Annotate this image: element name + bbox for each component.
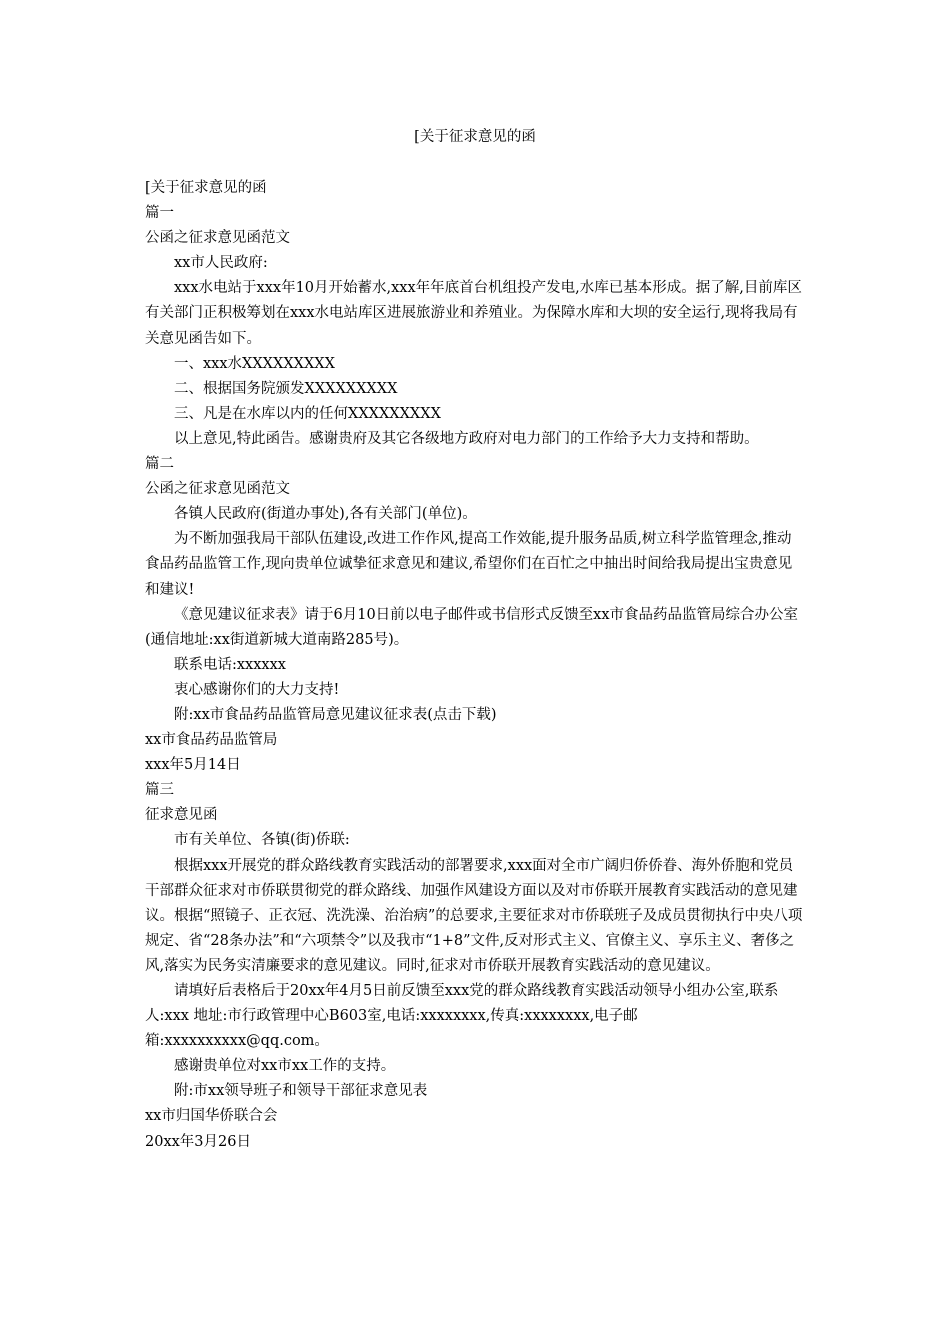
list-item: 三、凡是在水库以内的任何XXXXXXXXX — [174, 405, 441, 422]
list-item: 一、xxx水XXXXXXXXX — [174, 355, 335, 372]
section-heading-3: 篇三 — [145, 782, 174, 799]
section-heading-1: 篇一 — [145, 205, 174, 222]
signature-date: xxx年5月14日 — [145, 757, 241, 774]
paragraph: 以上意见,特此函告。感谢贵府及其它各级地方政府对电力部门的工作给予大力支持和帮助。 — [174, 430, 759, 447]
signature-organization: xx市归国华侨联合会 — [145, 1108, 278, 1125]
paragraph-salutation-3: 市有关单位、各镇(街)侨联: — [174, 832, 350, 849]
document-body — [145, 176, 805, 1155]
document-title: [关于征求意见的函 — [414, 129, 536, 145]
paragraph: 根据xxx开展党的群众路线教育实践活动的部署要求,xxx面对全市广阔归侨侨眷、海外侨胞和党员干部群众征求对市侨联贯彻党的群众路线、加强作风建设方面以及对市侨联开展教育实践活动的意见建议。根据“照镜子、正衣冠、洗洗澡、治治病”的总要求,主要征求对市侨联班子及成员贯彻执行中央八项规定、省“28条办法”和“六项禁令”以及我市“1+8”文件,反对形式主义、官僚主义、享乐主义、奢侈之风,落实为民务实清廉要求的意见建议。同时,征求对市侨联开展教育实践活动的意见建议。 — [145, 857, 803, 974]
paragraph: 感谢贵单位对xx市xx工作的支持。 — [174, 1058, 396, 1075]
paragraph-title-repeat: [关于征求意见的函 — [145, 180, 267, 196]
paragraph: 衷心感谢你们的大力支持! — [174, 681, 340, 698]
paragraph-salutation-1: xx市人民政府: — [174, 255, 268, 272]
paragraph: 《意见建议征求表》请于6月10日前以电子邮件或书信形式反馈至xx市食品药品监管局综合办公室(通信地址:xx街道新城大道南路285号)。 — [145, 606, 799, 648]
paragraph-salutation-2: 各镇人民政府(街道办事处),各有关部门(单位)。 — [174, 506, 477, 523]
section-subtitle-1: 公函之征求意见函范文 — [145, 230, 290, 247]
paragraph: 为不断加强我局干部队伍建设,改进工作作风,提高工作效能,提升服务品质,树立科学监管理念,推动食品药品监管工作,现向贵单位诚挚征求意见和建议,希望你们在百忙之中抽出时间给我局提出宝贵意见和建议! — [145, 531, 793, 598]
paragraph: xxx水电站于xxx年10月开始蓄水,xxx年年底首台机组投产发电,水库已基本形成。据了解,目前库区有关部门正积极筹划在xxx水电站库区进展旅游业和养殖业。为保障水库和大坝的安全运行,现将我局有关意见函告如下。 — [145, 280, 802, 347]
paragraph-attachment: 附:xx市食品药品监管局意见建议征求表(点击下载) — [174, 706, 497, 723]
paragraph-contact: 联系电话:xxxxxx — [174, 656, 286, 673]
section-subtitle-2: 公函之征求意见函范文 — [145, 481, 290, 498]
section-subtitle-3: 征求意见函 — [145, 807, 218, 824]
paragraph-attachment: 附:市xx领导班子和领导干部征求意见表 — [174, 1083, 428, 1100]
section-heading-2: 篇二 — [145, 456, 174, 473]
signature-date: 20xx年3月26日 — [145, 1133, 251, 1150]
paragraph-contact: 请填好后表格后于20xx年4月5日前反馈至xxx党的群众路线教育实践活动领导小组办公室,联系人:xxx 地址:市行政管理中心B603室,电话:xxxxxxxx,传真:xxxxxxxx,电子邮箱:xxxxxxxxxx@qq.com。 — [145, 983, 779, 1050]
signature-organization: xx市食品药品监管局 — [145, 732, 278, 749]
list-item: 二、根据国务院颁发XXXXXXXXX — [174, 380, 398, 397]
